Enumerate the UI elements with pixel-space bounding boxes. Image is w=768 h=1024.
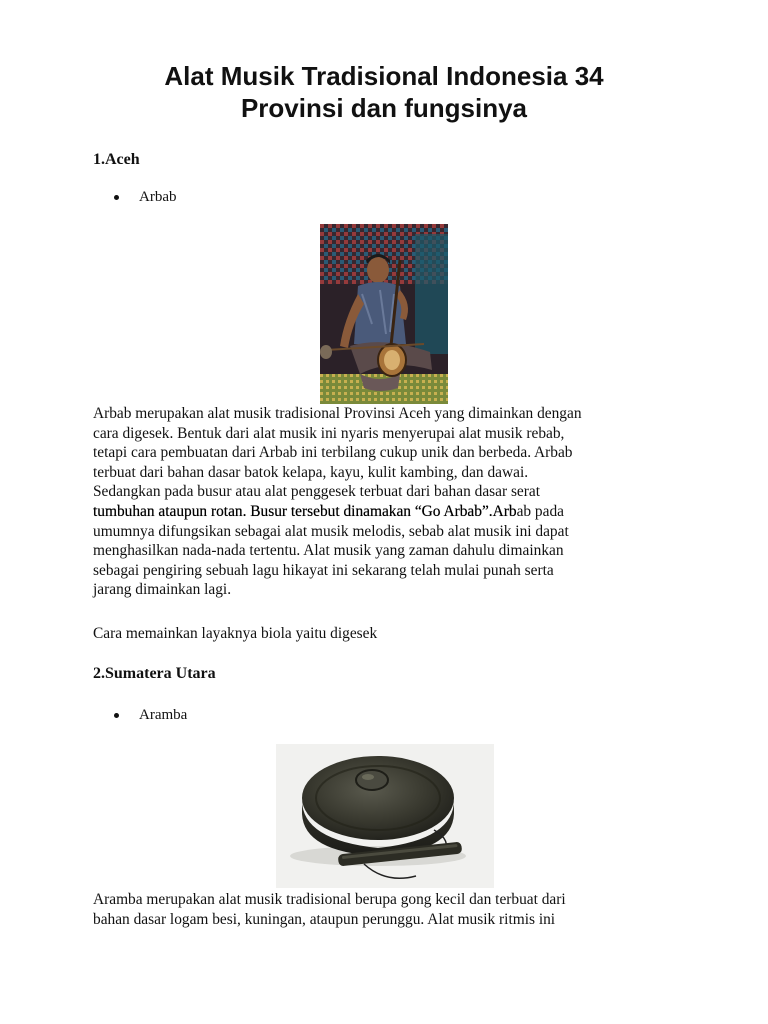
aramba-gong-photo	[276, 744, 494, 888]
bullet-item-aramba	[114, 707, 187, 724]
page-title	[0, 60, 768, 124]
paragraph-line: Sedangkan pada busur atau alat penggesek terbuat dari bahan dasar serat	[93, 483, 540, 501]
paragraph-line: terbuat dari bahan dasar batok kelapa, kayu, kulit kambing, dan dawai.	[93, 463, 529, 481]
bullet-label: Arbab	[139, 189, 177, 205]
paragraph-line: menghasilkan nada-nada tertentu. Alat musik yang zaman dahulu dimainkan	[93, 542, 564, 560]
bullet-dot-icon	[114, 713, 119, 718]
go-arbab-emphasis: tumbuhan ataupun rotan. Busur tersebut dinamakan “Go Arbab”.Arb	[93, 502, 517, 520]
paragraph-line: Arbab merupakan alat musik tradisional Provinsi Aceh yang dimainkan dengan	[93, 405, 582, 422]
page-title-line-2: Provinsi dan fungsinya	[240, 93, 528, 123]
bullet-dot-icon	[114, 195, 119, 200]
paragraph-line: cara digesek. Bentuk dari alat musik ini nyaris menyerupai alat musik rebab,	[93, 424, 565, 442]
section-heading-aceh: 1.Aceh	[93, 151, 140, 168]
paragraph-line: bahan dasar logam besi, kuningan, ataupun perunggu. Alat musik ritmis ini	[93, 910, 556, 928]
aramba-description	[93, 890, 683, 929]
paragraph-line: sebagai pengiring sebuah lagu hikayat ini sekarang telah mulai punah serta	[93, 561, 554, 579]
paragraph-line: tetapi cara pembuatan dari Arbab ini terbilang cukup unik dan berbeda. Arbab	[93, 444, 573, 462]
paragraph-line-tail: ab pada	[516, 502, 564, 520]
paragraph-line: jarang dimainkan lagi.	[93, 581, 232, 599]
arbab-player-illustration	[320, 224, 448, 404]
bullet-label: Aramba	[139, 707, 188, 723]
arbab-playing-note: Cara memainkan layaknya biola yaitu digesek	[93, 625, 378, 642]
aramba-gong-illustration	[276, 744, 494, 888]
paragraph-line: Aramba merupakan alat musik tradisional berupa gong kecil dan terbuat dari	[93, 891, 566, 908]
page-title-line-1: Alat Musik Tradisional Indonesia 34	[164, 61, 604, 91]
bullet-item-arbab	[114, 189, 177, 206]
paragraph-line: umumnya difungsikan sebagai alat musik melodis, sebab alat musik ini dapat	[93, 522, 569, 540]
arbab-description	[93, 404, 683, 600]
paragraph-line	[93, 502, 683, 522]
section-heading-sumatera-utara: 2.Sumatera Utara	[93, 665, 216, 682]
arbab-player-photo	[320, 224, 448, 404]
